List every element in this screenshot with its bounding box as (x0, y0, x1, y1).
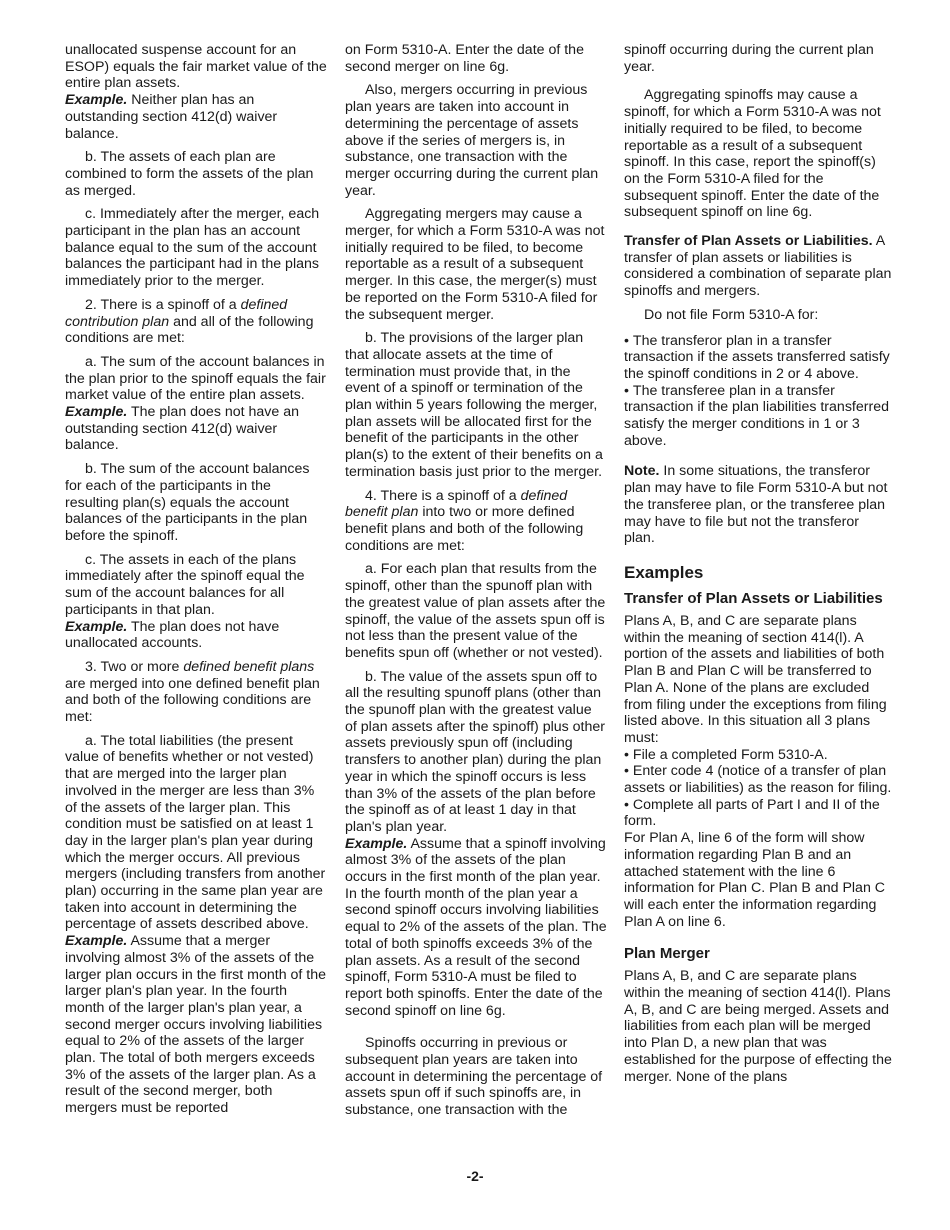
italic-term: defined benefit plan (345, 487, 568, 521)
subheading-plan-merger: Plan Merger (624, 945, 710, 963)
paragraph (65, 297, 327, 347)
run-in-heading: Transfer of Plan Assets or Liabilities. (624, 233, 873, 250)
column-2 (345, 42, 607, 1126)
example-text: Neither plan has an outstanding section 412(d) waiver balance. (65, 92, 278, 142)
paragraph: Aggregating spinoffs may cause a spinoff, for which a Form 5310-A was not initially required to be filed, to become reportable as a result of a subsequent spinoff. In this case, report the spinoff(s) on the Form 5310-A filed for the subsequent spinoff. Enter the date of the subsequent spinoff on line 6g. (624, 87, 881, 221)
note-text: In some situations, the transferor plan may have to file Form 5310-A but not the transferee plan, or the transferee plan may have to file but not the transferor plan. (624, 463, 888, 547)
paragraph: on Form 5310-A. Enter the date of the second merger on line 6g. (345, 42, 584, 75)
text-run: A transfer of plan assets or liabilities is considered a combination of separate plan spinoffs and mergers. (624, 233, 892, 300)
bullet-item: • File a completed Form 5310-A. (624, 747, 892, 764)
section-heading-examples: Examples (624, 562, 704, 582)
paragraph: b. The provisions of the larger plan that allocate assets at the time of termination must provide that, in the event of a spinoff or termination of the plan within 5 years following the merger, plan assets will be allocated first for the benefit of the participants in the other plan(s) to the extent of their benefits on a termination basis just prior to the merger. (345, 330, 603, 480)
paragraph: Spinoffs occurring in previous or subsequent plan years are taken into account in determining the percentage of assets spun off if such spinoffs are, in substance, one transaction with the (345, 1035, 603, 1119)
example-paragraph (65, 933, 327, 1117)
example-paragraph (65, 92, 327, 142)
italic-term: defined benefit plans (183, 658, 315, 675)
text-run: 3. Two or more (85, 658, 184, 675)
paragraph: Aggregating mergers may cause a merger, for which a Form 5310-A was not initially required to be filed, to become reportable as a result of a subsequent merger. In this case, the merger(s) must be reported on the Form 5310-A filed for the subsequent merger. (345, 206, 605, 323)
column-1 (65, 42, 327, 1124)
subheading-transfer: Transfer of Plan Assets or Liabilities (624, 589, 883, 607)
paragraph: Plans A, B, and C are separate plans within the meaning of section 414(l). Plans A, B, and C are being merged. Assets and liabilities from each plan will be merged into Plan D, a new plan that was established for the purpose of effecting the merger. None of the plans (624, 968, 892, 1085)
example-text: Assume that a merger involving almost 3% of the assets of the larger plan occurs in the first month of the larger plan's plan year. In the fourth month of the larger plan's plan year, a second merger occurs involving liabilities equal to 2% of the assets of the larger plan. The total of both mergers exceeds 3% of the assets of the larger plan. As a result of the second merger, both mergers must be reported (65, 933, 327, 1117)
paragraph: c. The assets in each of the plans immediately after the spinoff equal the sum of the account balances for all participants in that plan. (65, 551, 305, 618)
bullet-item: • The transferor plan in a transfer transaction if the assets transferred satisfy the spinoff conditions in 2 or 4 above. (624, 333, 892, 383)
paragraph: a. The total liabilities (the present value of benefits whether or not vested) that are merged into the larger plan involved in the merger are less than 3% of the assets of the larger plan. This condition must be satisfied on at least 1 day in the larger plan's plan year during which the merger occurs. All previous mergers (including transfers from another plan) occurring in the same plan year are taken into account in determining the percentage of assets described above. (65, 732, 326, 933)
example-label: Example. (345, 835, 408, 852)
example-paragraph (345, 836, 607, 1020)
italic-term: defined contribution plan (65, 296, 288, 330)
example-label: Example. (65, 933, 128, 950)
example-label: Example. (65, 618, 128, 635)
paragraph: b. The value of the assets spun off to all the resulting spunoff plans (other than the spunoff plan with the greatest value of plan assets after the spinoff) plus other assets previously spun off (including transfers to another plan) during the plan year in which the spinoff occurs is less than 3% of the assets of the plan before the spinoff as of at least 1 day in that plan's plan year. (345, 668, 605, 835)
paragraph: b. The sum of the account balances for each of the participants in the resulting plan(s) equals the account balances of the participants in the plan before the spinoff. (65, 461, 310, 544)
bullet-item: • The transferee plan in a transfer transaction if the plan liabilities transferred satisfy the merger conditions in 1 or 3 above. (624, 383, 892, 450)
text-run: and all of the following conditions are met: (65, 313, 314, 347)
text-run: are merged into one defined benefit plan and both of the following conditions are met: (65, 675, 320, 726)
paragraph: unallocated suspense account for an ESOP) equals the fair market value of the entire plan assets. (65, 42, 327, 92)
bullet-item: • Complete all parts of Part I and II of the form. (624, 797, 892, 830)
example-paragraph (65, 404, 327, 454)
paragraph: Do not file Form 5310-A for: (644, 306, 819, 323)
column-3 (624, 42, 892, 1092)
example-text: The plan does not have unallocated accounts. (65, 618, 280, 652)
paragraph: a. The sum of the account balances in the plan prior to the spinoff equals the fair market value of the entire plan assets. (65, 353, 326, 404)
paragraph: For Plan A, line 6 of the form will show information regarding Plan B and an attached statement with the line 6 information for Plan C. Plan B and Plan C will each enter the information regarding Plan A on line 6. (624, 830, 886, 930)
example-paragraph (65, 619, 327, 652)
paragraph: Also, mergers occurring in previous plan years are taken into account in determining the percentage of assets above if the series of mergers is, in substance, one transaction with the merger occurring during the current plan year. (345, 82, 599, 199)
text-run: 2. There is a spinoff of a (85, 296, 241, 313)
paragraph: a. For each plan that results from the spinoff, other than the spunoff plan with the greatest value of plan assets after the spinoff, the value of the assets spun off is not less than the present value of the benefits spun off (whether or not vested). (345, 561, 606, 661)
text-run: into two or more defined benefit plans and both of the following conditions are met: (345, 504, 584, 554)
transfer-paragraph (624, 233, 892, 300)
paragraph (65, 659, 327, 726)
paragraph: b. The assets of each plan are combined to form the assets of the plan as merged. (65, 149, 314, 199)
example-label: Example. (65, 404, 128, 421)
text-run: 4. There is a spinoff of a (365, 487, 521, 504)
note-label: Note. (624, 463, 660, 480)
paragraph (345, 488, 607, 555)
example-text: The plan does not have an outstanding section 412(d) waiver balance. (65, 404, 300, 454)
note-paragraph (624, 463, 892, 547)
bullet-item: • Enter code 4 (notice of a transfer of plan assets or liabilities) as the reason for filing. (624, 763, 892, 796)
example-text: Assume that a spinoff involving almost 3% of the assets of the plan occurs in the first month of the plan year. In the fourth month of the plan year a second spinoff occurs involving liabilities equal to 2% of the assets of the plan. The total of both spinoffs exceeds 3% of the plan assets. As a result of the second spinoff, Form 5310-A must be filed to report both spinoffs. Enter the date of the second spinoff on line 6g. (345, 835, 607, 1019)
page-number: -2- (466, 1168, 484, 1184)
paragraph: Plans A, B, and C are separate plans within the meaning of section 414(l). A portion of the assets and liabilities of both Plan B and Plan C will be transferred to Plan A. None of the plans are excluded from filing under the exceptions from filing listed above. In this situation all 3 plans must: (624, 612, 887, 746)
example-label: Example. (65, 92, 128, 109)
paragraph: spinoff occurring during the current plan year. (624, 42, 874, 75)
paragraph: c. Immediately after the merger, each participant in the plan has an account balance equal to the sum of the account balances the participant had in the plans immediately prior to the merger. (65, 206, 320, 290)
